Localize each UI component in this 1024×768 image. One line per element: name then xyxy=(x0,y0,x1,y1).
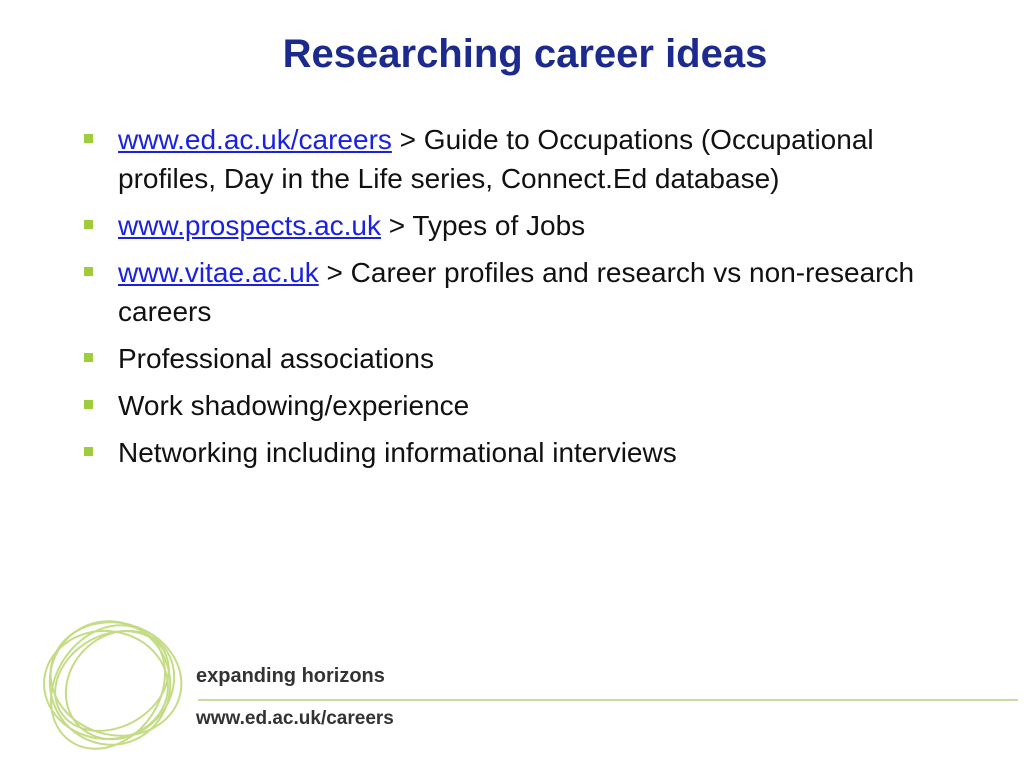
bullet-item xyxy=(84,386,974,425)
square-bullet-icon xyxy=(84,400,93,409)
footer-tagline: expanding horizons xyxy=(196,665,385,687)
bullet-text: > Guide to Occupations (Occupational profiles, Day in the Life series, Connect.Ed database) xyxy=(118,124,874,194)
bullet-link[interactable]: www.ed.ac.uk/careers xyxy=(118,124,392,155)
slide-title: Researching career ideas xyxy=(282,32,768,76)
square-bullet-icon xyxy=(84,447,93,456)
rings-logo-icon xyxy=(30,605,200,755)
bullet-link[interactable]: www.vitae.ac.uk xyxy=(118,257,319,288)
square-bullet-icon xyxy=(84,353,93,362)
bullet-text: Networking including informational interviews xyxy=(118,437,677,468)
bullet-text: Professional associations xyxy=(118,343,434,374)
bullet-item xyxy=(84,206,974,245)
bullet-item xyxy=(84,339,974,378)
bullet-list xyxy=(84,120,974,480)
bullet-item xyxy=(84,120,974,198)
bullet-item xyxy=(84,433,974,472)
footer-url: www.ed.ac.uk/careers xyxy=(196,708,394,729)
square-bullet-icon xyxy=(84,220,93,229)
bullet-link[interactable]: www.prospects.ac.uk xyxy=(118,210,381,241)
bullet-text: Work shadowing/experience xyxy=(118,390,470,421)
bullet-item xyxy=(84,253,974,331)
square-bullet-icon xyxy=(84,267,93,276)
bullet-text: > Career profiles and research vs non-research careers xyxy=(118,257,915,327)
square-bullet-icon xyxy=(84,134,93,143)
bullet-text: > Types of Jobs xyxy=(381,210,586,241)
footer-divider xyxy=(198,699,1018,701)
